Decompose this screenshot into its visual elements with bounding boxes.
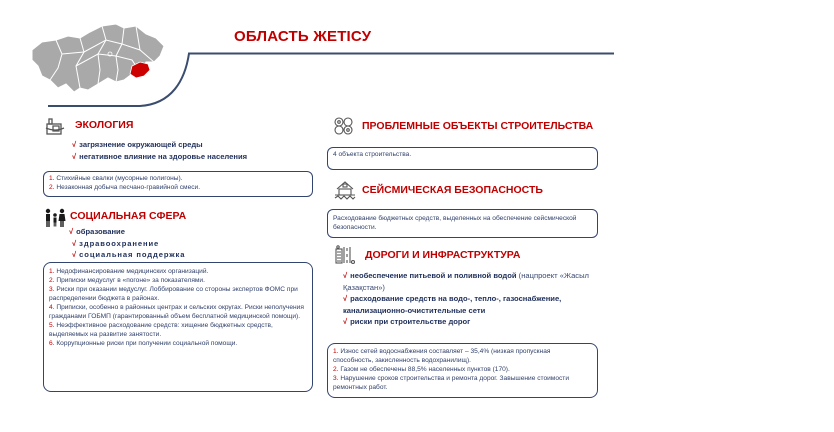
house-seismic-icon: [334, 180, 356, 200]
check-item: √ здравоохранение: [72, 238, 160, 248]
family-icon: [44, 208, 66, 228]
header-divider: [0, 0, 834, 110]
check-item: √ негативное влияние на здоровье населения: [72, 151, 248, 161]
list-item: 3. Нарушение сроков строительства и ремонта дорог. Завышение стоимости ремонтных работ.: [333, 375, 570, 391]
ecology-checklist: [72, 139, 247, 162]
list-item: 3. Риски при оказании медуслуг. Лоббирование со стороны экспертов ФОМС при распределении бюджета в районах.: [49, 286, 298, 302]
list-item: 2. Незаконная добыча песчано-гравийной смеси.: [49, 184, 201, 191]
list-item: 1. Износ сетей водоснабжения составляет – 35,4% (низкая пропускная способность, закисленность водохранилищ).: [333, 348, 551, 364]
road-icon: [334, 245, 356, 265]
list-item: 4. Приписки, особенно в районных центрах и сельских округах. Риски неполучения гражданами ГОБМП (гарантированный объем бесплатной медицинской помощи).: [49, 304, 304, 320]
factory-icon: [44, 116, 66, 136]
construction-box: 4 объекта строительства.: [327, 147, 598, 170]
list-item: 5. Неэффективное расходование средств: хищение бюджетных средств, выделяемых на развитие занятости.: [49, 322, 273, 338]
check-item: √ загрязнение окружающей среды: [72, 140, 203, 149]
check-icon: √: [72, 250, 77, 259]
social-checklist: [69, 226, 185, 261]
check-icon: √: [72, 140, 77, 149]
list-item: 2. Приписки медуслуг в «погоне» за показателями.: [49, 277, 205, 284]
check-item: √ риски при строительстве дорог: [343, 317, 471, 326]
check-item: √ необеспечение питьевой и поливной водой (нацпроект «Жасыл Қазақстан»): [343, 271, 589, 292]
check-item: √ образование: [69, 227, 125, 236]
page-title: ОБЛАСТЬ ЖЕТІСУ: [234, 28, 372, 45]
section-title-social: СОЦИАЛЬНАЯ СФЕРА: [70, 210, 187, 222]
roads-issues-box: [327, 343, 598, 398]
list-item: 2. Газом не обеспечены 88,5% населенных пунктов (170).: [333, 366, 510, 373]
ecology-issues-box: [43, 171, 313, 197]
roads-checklist: [343, 270, 613, 328]
list-item: 1. Стихийные свалки (мусорные полигоны).: [49, 175, 183, 182]
section-title-construction: ПРОБЛЕМНЫЕ ОБЪЕКТЫ СТРОИТЕЛЬСТВА: [362, 120, 594, 132]
social-issues-box: [43, 262, 313, 392]
check-item: √ социальная поддержка: [72, 250, 186, 259]
list-item: 1. Недофинансирование медицинских организаций.: [49, 268, 209, 275]
section-title-ecology: ЭКОЛОГИЯ: [75, 119, 134, 131]
check-icon: √: [72, 238, 77, 248]
check-icon: √: [72, 151, 77, 161]
check-icon: √: [343, 294, 348, 303]
gears-icon: [333, 116, 355, 136]
list-item: 6. Коррупционные риски при получении социальной помощи.: [49, 340, 238, 347]
section-title-roads: ДОРОГИ И ИНФРАСТРУКТУРА: [365, 249, 521, 261]
check-icon: √: [343, 317, 348, 326]
section-title-seismic: СЕЙСМИЧЕСКАЯ БЕЗОПАСНОСТЬ: [362, 184, 543, 196]
check-item: √ расходование средств на водо-, тепло-, газоснабжение, канализационно-очистительные сети: [343, 294, 562, 315]
check-icon: √: [343, 271, 348, 280]
check-icon: √: [69, 227, 74, 236]
seismic-box: Расходование бюджетных средств, выделенных на обеспечение сейсмической безопасности.: [327, 209, 598, 238]
